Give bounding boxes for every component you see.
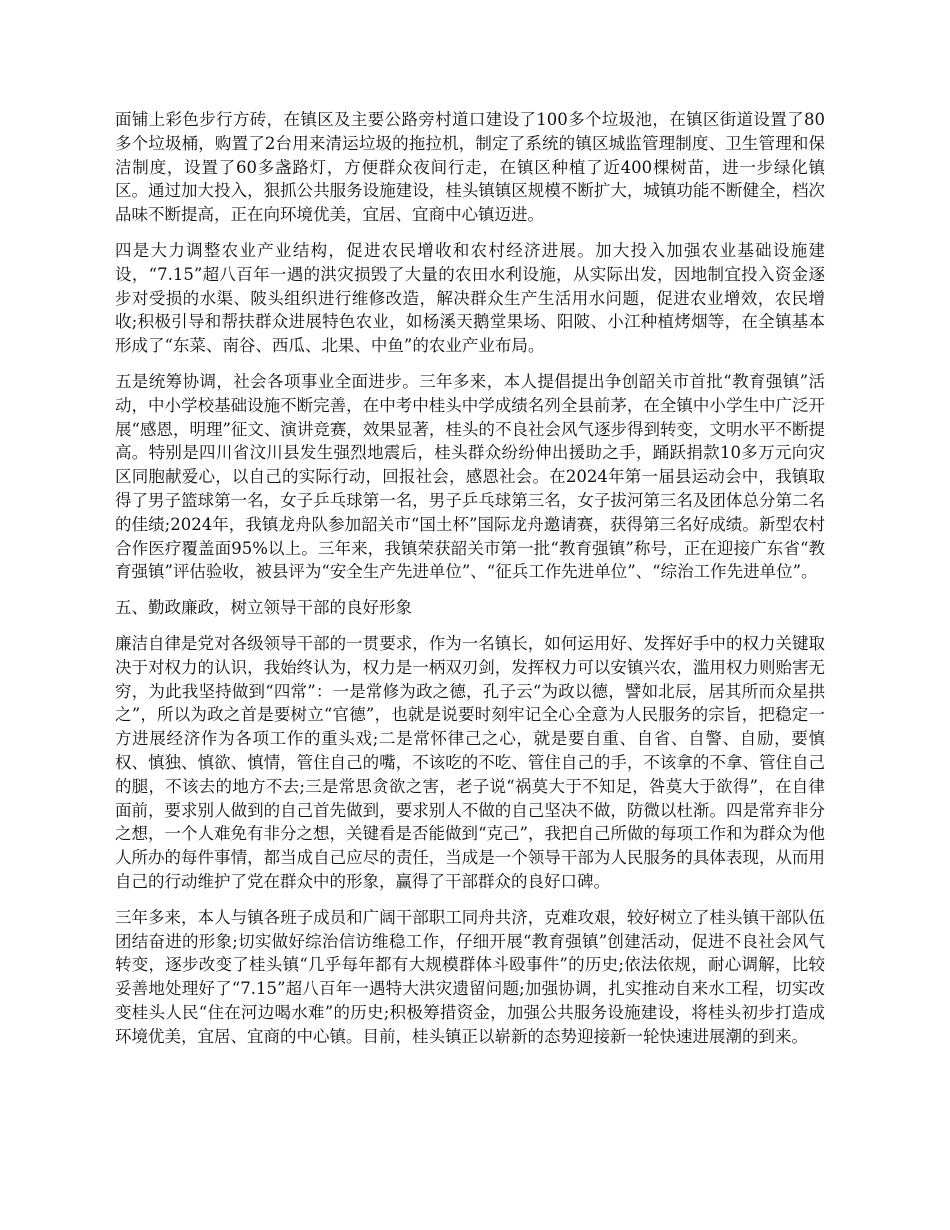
paragraph-social-progress: 五是统筹协调，社会各项事业全面进步。三年多来，本人提倡提出争创韶关市首批“教育强镇”活动，中小学校基础设施不断完善，在中考中桂头中学成绩名列全县前茅，在全镇中小学生中广泛开展“感恩，明理”征文、演讲竞赛，效果显著，桂头的不良社会风气逐步得到转变，文明水平不断提高。特别是四川省汶川县发生强烈地震后，桂头群众纷纷伸出援助之手，踊跃捐款10多万元向灾区同胞献爱心，以自己的实际行动，回报社会，感恩社会。在2024年第一届县运动会中，我镇取得了男子篮球第一名，女子乒乓球第一名，男子乒乓球第三名，女子拔河第三名及团体总分第二名的佳绩;2024年，我镇龙舟队参加韶关市“国土杯”国际龙舟邀请赛，获得第三名好成绩。新型农村合作医疗覆盖面95%以上。三年来，我镇荣获韶关市第一批“教育强镇”称号，正在迎接广东省“教育强镇”评估验收，被县评为“安全生产先进单位”、“征兵工作先进单位”、“综治工作先进单位”。 (115, 371, 825, 582)
paragraph-agriculture: 四是大力调整农业产业结构，促进农民增收和农村经济进展。加大投入加强农业基础设施建设，“7.15”超八百年一遇的洪灾损毁了大量的农田水利设施，从实际出发，因地制宜投入资金逐步对受损的水渠、陂头组织进行维修改造，解决群众生产生活用水问题，促进农业增效，农民增收;积极引导和帮扶群众进展特色农业，如杨溪天鹅堂果场、阳陂、小江种植烤烟等，在全镇基本形成了“东菜、南谷、西瓜、北果、中鱼”的农业产业布局。 (115, 240, 825, 356)
paragraph-self-discipline: 廉洁自律是党对各级领导干部的一贯要求，作为一名镇长，如何运用好、发挥好手中的权力关键取决于对权力的认识，我始终认为，权力是一柄双刃剑，发挥权力可以安镇兴农，滥用权力则贻害无穷，为此我坚持做到“四常”：一是常修为政之德，孔子云“为政以德，譬如北辰，居其所而众星拱之”，所以为政之首是要树立“官德”，也就是说要时刻牢记全心全意为人民服务的宗旨，把稳定一方进展经济作为各项工作的重头戏;二是常怀律己之心，就是要自重、自省、自警、自励，要慎权、慎独、慎欲、慎情，管住自己的嘴，不该吃的不吃、管住自己的手，不该拿的不拿、管住自己的腿，不该去的地方不去;三是常思贪欲之害，老子说“祸莫大于不知足，咎莫大于欲得”，在自律面前，要求别人做到的自己首先做到，要求别人不做的自己坚决不做，防微以杜渐。四是常弃非分之想，一个人难免有非分之想，关键看是否能做到“克己”，我把自己所做的每项工作和为群众为他人所办的每件事情，都当成自己应尽的责任，当成是一个领导干部为人民服务的具体表现，从而用自己的行动维护了党在群众中的形象，赢得了干部群众的良好口碑。 (115, 633, 825, 891)
paragraph-summary: 三年多来，本人与镇各班子成员和广阔干部职工同舟共济，克难攻艰，较好树立了桂头镇干部队伍团结奋进的形象;切实做好综治信访维稳工作，仔细开展“教育强镇”创建活动，促进不良社会风气转变，逐步改变了桂头镇“几乎每年都有大规模群体斗殴事件”的历史;依法依规，耐心调解，比较妥善地处理好了“7.15”超八百年一遇特大洪灾遗留问题;加强协调，扎实推动自来水工程，切实改变桂头人民“住在河边喝水难”的历史;积极筹措资金，加强公共服务设施建设，将桂头初步打造成环境优美，宜居、宜商的中心镇。目前，桂头镇正以崭新的态势迎接新一轮快速进展潮的到来。 (115, 907, 825, 1046)
paragraph-town-infrastructure: 面铺上彩色步行方砖，在镇区及主要公路旁村道口建设了100多个垃圾池，在镇区街道设置了80多个垃圾桶，购置了2台用来清运垃圾的拖拉机，制定了系统的镇区城监管理制度、卫生管理和保洁制度，设置了60多盏路灯，方便群众夜间行走，在镇区种植了近400棵树苗，进一步绿化镇区。通过加大投入，狠抓公共服务设施建设，桂头镇镇区规模不断扩大，城镇功能不断健全，档次品味不断提高，正在向环境优美，宜居、宜商中心镇迈进。 (115, 110, 825, 225)
section-heading-integrity: 五、勤政廉政，树立领导干部的良好形象 (115, 598, 412, 618)
document-body (115, 108, 825, 1060)
